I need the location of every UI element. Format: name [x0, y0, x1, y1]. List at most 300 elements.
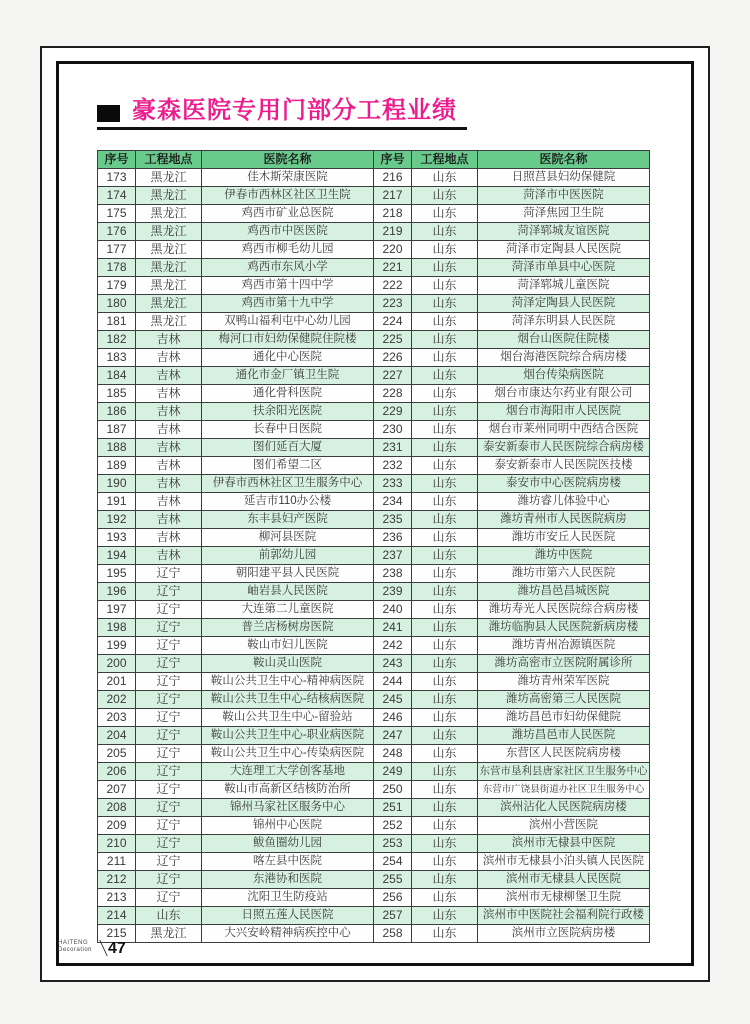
location-cell: 吉林 [136, 493, 202, 511]
hospital-name-cell: 佳木斯荣康医院 [202, 169, 374, 187]
row-number-cell: 202 [98, 691, 136, 709]
row-number-cell: 200 [98, 655, 136, 673]
row-number-cell: 199 [98, 637, 136, 655]
hospital-name-cell: 鞍山市高新区结核防治所 [202, 781, 374, 799]
location-cell: 山东 [412, 439, 478, 457]
table-row [98, 511, 650, 529]
row-number-cell: 237 [374, 547, 412, 565]
row-number-cell: 234 [374, 493, 412, 511]
row-number-cell: 178 [98, 259, 136, 277]
hospital-name-cell: 锦州马家社区服务中心 [202, 799, 374, 817]
location-cell: 山东 [412, 475, 478, 493]
footer-brand [58, 940, 92, 956]
location-cell: 山东 [412, 871, 478, 889]
row-number-cell: 188 [98, 439, 136, 457]
row-number-cell: 232 [374, 457, 412, 475]
table-row [98, 493, 650, 511]
hospital-name-cell: 鞍山公共卫生中心-精神病医院 [202, 673, 374, 691]
location-cell: 山东 [412, 709, 478, 727]
row-number-cell: 247 [374, 727, 412, 745]
location-cell: 辽宁 [136, 889, 202, 907]
table-row [98, 925, 650, 943]
row-number-cell: 238 [374, 565, 412, 583]
row-number-cell: 209 [98, 817, 136, 835]
table-row [98, 331, 650, 349]
hospital-name-cell: 前郭幼儿园 [202, 547, 374, 565]
row-number-cell: 210 [98, 835, 136, 853]
row-number-cell: 216 [374, 169, 412, 187]
table-row [98, 205, 650, 223]
footer-brand-line2: Decoration [58, 947, 93, 953]
hospital-name-cell: 菏泽郓城友谊医院 [478, 223, 650, 241]
location-cell: 吉林 [136, 367, 202, 385]
row-number-cell: 250 [374, 781, 412, 799]
table-row [98, 403, 650, 421]
row-number-cell: 198 [98, 619, 136, 637]
row-number-cell: 201 [98, 673, 136, 691]
location-cell: 辽宁 [136, 619, 202, 637]
location-cell: 吉林 [136, 511, 202, 529]
hospital-name-cell: 通化市金厂镇卫生院 [202, 367, 374, 385]
hospital-name-cell: 泰安新泰市人民医院医技楼 [478, 457, 650, 475]
row-number-cell: 189 [98, 457, 136, 475]
hospital-name-cell: 伊春市西林社区卫生服务中心 [202, 475, 374, 493]
location-cell: 吉林 [136, 547, 202, 565]
hospital-name-cell: 大连第二儿童医院 [202, 601, 374, 619]
row-number-cell: 194 [98, 547, 136, 565]
hospital-name-cell: 梅河口市妇幼保健院住院楼 [202, 331, 374, 349]
hospital-name-cell: 滨州市中医院社会福利院行政楼 [478, 907, 650, 925]
row-number-cell: 186 [98, 403, 136, 421]
table-row [98, 745, 650, 763]
hospital-name-cell: 扶余阳光医院 [202, 403, 374, 421]
table-row [98, 313, 650, 331]
row-number-cell: 224 [374, 313, 412, 331]
row-number-cell: 176 [98, 223, 136, 241]
table-row [98, 601, 650, 619]
hospital-name-cell: 潍坊高密市立医院附属诊所 [478, 655, 650, 673]
location-cell: 辽宁 [136, 709, 202, 727]
location-cell: 辽宁 [136, 817, 202, 835]
hospital-name-cell: 大兴安岭精神病疾控中心 [202, 925, 374, 943]
row-number-cell: 182 [98, 331, 136, 349]
table-row [98, 673, 650, 691]
location-cell: 山东 [412, 547, 478, 565]
row-number-cell: 177 [98, 241, 136, 259]
row-number-cell: 243 [374, 655, 412, 673]
row-number-cell: 233 [374, 475, 412, 493]
table-row [98, 241, 650, 259]
location-cell: 山东 [412, 277, 478, 295]
hospital-name-cell: 东丰县妇产医院 [202, 511, 374, 529]
location-cell: 辽宁 [136, 835, 202, 853]
table-row [98, 259, 650, 277]
hospital-name-cell: 日照莒县妇幼保健院 [478, 169, 650, 187]
location-cell: 吉林 [136, 457, 202, 475]
location-cell: 黑龙江 [136, 925, 202, 943]
location-cell: 辽宁 [136, 799, 202, 817]
table-row [98, 457, 650, 475]
hospital-name-cell: 菏泽市单县中心医院 [478, 259, 650, 277]
row-number-cell: 226 [374, 349, 412, 367]
row-number-cell: 204 [98, 727, 136, 745]
table-row [98, 547, 650, 565]
hospital-name-cell: 菏泽郓城儿童医院 [478, 277, 650, 295]
hospital-name-cell: 滨州小营医院 [478, 817, 650, 835]
row-number-cell: 245 [374, 691, 412, 709]
hospital-name-cell: 菏泽焦园卫生院 [478, 205, 650, 223]
header-cell-number: 序号 [98, 151, 136, 169]
hospital-name-cell: 烟台市莱州同明中西结合医院 [478, 421, 650, 439]
table-body [98, 169, 650, 943]
footer-logo [58, 940, 126, 956]
location-cell: 吉林 [136, 349, 202, 367]
row-number-cell: 241 [374, 619, 412, 637]
hospital-name-cell: 喀左县中医院 [202, 853, 374, 871]
hospital-name-cell: 滨州市无棣县小泊头镇人民医院 [478, 853, 650, 871]
table-row [98, 889, 650, 907]
hospital-name-cell: 菏泽市中医医院 [478, 187, 650, 205]
hospital-name-cell: 通化中心医院 [202, 349, 374, 367]
hospital-name-cell: 潍坊中医院 [478, 547, 650, 565]
location-cell: 山东 [412, 529, 478, 547]
row-number-cell: 197 [98, 601, 136, 619]
row-number-cell: 173 [98, 169, 136, 187]
table-row [98, 475, 650, 493]
location-cell: 山东 [412, 493, 478, 511]
hospital-name-cell: 大连理工大学创客基地 [202, 763, 374, 781]
row-number-cell: 235 [374, 511, 412, 529]
table-row [98, 781, 650, 799]
hospital-name-cell: 伊春市西林区社区卫生院 [202, 187, 374, 205]
location-cell: 山东 [412, 367, 478, 385]
hospital-name-cell: 鸡西市矿业总医院 [202, 205, 374, 223]
hospital-name-cell: 鸡西市第十四中学 [202, 277, 374, 295]
hospital-name-cell: 滨州市无棣柳堡卫生院 [478, 889, 650, 907]
hospital-name-cell: 鞍山公共卫生中心-传染病医院 [202, 745, 374, 763]
location-cell: 黑龙江 [136, 241, 202, 259]
table-row [98, 619, 650, 637]
row-number-cell: 207 [98, 781, 136, 799]
location-cell: 山东 [412, 925, 478, 943]
hospital-name-cell: 锦州中心医院 [202, 817, 374, 835]
hospital-name-cell: 菏泽市定陶县人民医院 [478, 241, 650, 259]
location-cell: 山东 [412, 223, 478, 241]
table-row [98, 169, 650, 187]
table-row [98, 385, 650, 403]
location-cell: 吉林 [136, 331, 202, 349]
row-number-cell: 240 [374, 601, 412, 619]
square-bullet-icon [97, 105, 120, 122]
location-cell: 辽宁 [136, 745, 202, 763]
hospital-name-cell: 潍坊青州冶源镇医院 [478, 637, 650, 655]
table-row [98, 349, 650, 367]
location-cell: 山东 [412, 835, 478, 853]
row-number-cell: 184 [98, 367, 136, 385]
hospital-name-cell: 潍坊高密第三人民医院 [478, 691, 650, 709]
hospital-name-cell: 图们希望二区 [202, 457, 374, 475]
table-row [98, 817, 650, 835]
location-cell: 吉林 [136, 439, 202, 457]
header-cell-hospital: 医院名称 [478, 151, 650, 169]
title-block [97, 98, 467, 130]
location-cell: 吉林 [136, 475, 202, 493]
table-row [98, 799, 650, 817]
location-cell: 山东 [412, 601, 478, 619]
row-number-cell: 185 [98, 385, 136, 403]
location-cell: 辽宁 [136, 601, 202, 619]
location-cell: 辽宁 [136, 655, 202, 673]
row-number-cell: 252 [374, 817, 412, 835]
location-cell: 吉林 [136, 385, 202, 403]
location-cell: 吉林 [136, 529, 202, 547]
row-number-cell: 203 [98, 709, 136, 727]
hospital-name-cell: 东营市垦利县唐家社区卫生服务中心 [478, 763, 650, 781]
hospital-name-cell: 潍坊青州市人民医院病房 [478, 511, 650, 529]
row-number-cell: 221 [374, 259, 412, 277]
location-cell: 辽宁 [136, 637, 202, 655]
hospital-name-cell: 烟台市康达尔药业有限公司 [478, 385, 650, 403]
row-number-cell: 242 [374, 637, 412, 655]
row-number-cell: 227 [374, 367, 412, 385]
location-cell: 山东 [412, 853, 478, 871]
location-cell: 山东 [412, 673, 478, 691]
location-cell: 辽宁 [136, 763, 202, 781]
location-cell: 山东 [136, 907, 202, 925]
table-row [98, 691, 650, 709]
hospital-name-cell: 东营市广饶县街道办社区卫生服务中心 [478, 781, 650, 799]
location-cell: 山东 [412, 313, 478, 331]
location-cell: 黑龙江 [136, 205, 202, 223]
row-number-cell: 214 [98, 907, 136, 925]
table-row [98, 295, 650, 313]
hospital-name-cell: 烟台海港医院综合病房楼 [478, 349, 650, 367]
hospital-name-cell: 菏泽东明县人民医院 [478, 313, 650, 331]
row-number-cell: 179 [98, 277, 136, 295]
row-number-cell: 246 [374, 709, 412, 727]
hospital-name-cell: 烟台市海阳市人民医院 [478, 403, 650, 421]
location-cell: 山东 [412, 799, 478, 817]
row-number-cell: 231 [374, 439, 412, 457]
hospital-name-cell: 潍坊昌邑昌城医院 [478, 583, 650, 601]
location-cell: 山东 [412, 817, 478, 835]
hospital-name-cell: 东营区人民医院病房楼 [478, 745, 650, 763]
row-number-cell: 258 [374, 925, 412, 943]
row-number-cell: 205 [98, 745, 136, 763]
hospital-name-cell: 鸡西市柳毛幼儿园 [202, 241, 374, 259]
location-cell: 山东 [412, 295, 478, 313]
row-number-cell: 239 [374, 583, 412, 601]
location-cell: 山东 [412, 241, 478, 259]
row-number-cell: 255 [374, 871, 412, 889]
location-cell: 辽宁 [136, 673, 202, 691]
hospital-name-cell: 潍坊昌邑市人民医院 [478, 727, 650, 745]
row-number-cell: 215 [98, 925, 136, 943]
table-row [98, 187, 650, 205]
location-cell: 黑龙江 [136, 259, 202, 277]
location-cell: 辽宁 [136, 853, 202, 871]
hospital-name-cell: 鞍山灵山医院 [202, 655, 374, 673]
page-title: 豪森医院专用门部分工程业绩 [132, 97, 457, 124]
location-cell: 山东 [412, 187, 478, 205]
location-cell: 黑龙江 [136, 277, 202, 295]
hospital-name-cell: 图们延百大厦 [202, 439, 374, 457]
table-row [98, 421, 650, 439]
table-row [98, 655, 650, 673]
hospital-name-cell: 泰安市中心医院病房楼 [478, 475, 650, 493]
location-cell: 山东 [412, 331, 478, 349]
location-cell: 山东 [412, 889, 478, 907]
footer-brand-line1: HAITENG [58, 940, 89, 946]
hospital-name-cell: 泰安新泰市人民医院综合病房楼 [478, 439, 650, 457]
location-cell: 黑龙江 [136, 187, 202, 205]
hospital-name-cell: 烟台传染病医院 [478, 367, 650, 385]
row-number-cell: 253 [374, 835, 412, 853]
location-cell: 山东 [412, 565, 478, 583]
location-cell: 山东 [412, 169, 478, 187]
row-number-cell: 225 [374, 331, 412, 349]
hospital-name-cell: 东港协和医院 [202, 871, 374, 889]
row-number-cell: 220 [374, 241, 412, 259]
location-cell: 黑龙江 [136, 223, 202, 241]
row-number-cell: 192 [98, 511, 136, 529]
location-cell: 辽宁 [136, 727, 202, 745]
location-cell: 山东 [412, 655, 478, 673]
location-cell: 山东 [412, 691, 478, 709]
hospital-name-cell: 长春中日医院 [202, 421, 374, 439]
location-cell: 山东 [412, 781, 478, 799]
table-row [98, 223, 650, 241]
location-cell: 山东 [412, 619, 478, 637]
hospital-name-cell: 潍坊市安丘人民医院 [478, 529, 650, 547]
hospital-name-cell: 潍坊睿儿体验中心 [478, 493, 650, 511]
location-cell: 山东 [412, 907, 478, 925]
row-number-cell: 180 [98, 295, 136, 313]
location-cell: 辽宁 [136, 583, 202, 601]
location-cell: 辽宁 [136, 565, 202, 583]
hospital-name-cell: 日照五莲人民医院 [202, 907, 374, 925]
location-cell: 山东 [412, 349, 478, 367]
header-cell-hospital: 医院名称 [202, 151, 374, 169]
location-cell: 山东 [412, 583, 478, 601]
table-row [98, 853, 650, 871]
hospital-name-cell: 潍坊寿光人民医院综合病房楼 [478, 601, 650, 619]
table-header-row [98, 151, 650, 169]
hospital-name-cell: 鞍山公共卫生中心-职业病医院 [202, 727, 374, 745]
location-cell: 吉林 [136, 421, 202, 439]
table-row [98, 835, 650, 853]
table-row [98, 907, 650, 925]
hospital-name-cell: 滨州沾化人民医院病房楼 [478, 799, 650, 817]
location-cell: 黑龙江 [136, 295, 202, 313]
table-row [98, 439, 650, 457]
row-number-cell: 190 [98, 475, 136, 493]
row-number-cell: 228 [374, 385, 412, 403]
location-cell: 辽宁 [136, 781, 202, 799]
location-cell: 山东 [412, 385, 478, 403]
table-row [98, 763, 650, 781]
table-row [98, 583, 650, 601]
hospital-name-cell: 鲅鱼圈幼儿园 [202, 835, 374, 853]
hospital-name-cell: 潍坊市第六人民医院 [478, 565, 650, 583]
row-number-cell: 222 [374, 277, 412, 295]
hospital-name-cell: 普兰店杨树房医院 [202, 619, 374, 637]
row-number-cell: 218 [374, 205, 412, 223]
header-cell-location: 工程地点 [412, 151, 478, 169]
location-cell: 山东 [412, 763, 478, 781]
hospital-name-cell: 滨州市无棣县人民医院 [478, 871, 650, 889]
hospital-name-cell: 潍坊临朐县人民医院新病房楼 [478, 619, 650, 637]
row-number-cell: 208 [98, 799, 136, 817]
hospital-name-cell: 朝阳建平县人民医院 [202, 565, 374, 583]
hospital-name-cell: 沈阳卫生防疫站 [202, 889, 374, 907]
row-number-cell: 230 [374, 421, 412, 439]
table-row [98, 277, 650, 295]
location-cell: 黑龙江 [136, 313, 202, 331]
hospital-name-cell: 岫岩县人民医院 [202, 583, 374, 601]
location-cell: 山东 [412, 745, 478, 763]
location-cell: 山东 [412, 403, 478, 421]
row-number-cell: 236 [374, 529, 412, 547]
row-number-cell: 196 [98, 583, 136, 601]
location-cell: 山东 [412, 259, 478, 277]
row-number-cell: 187 [98, 421, 136, 439]
hospital-name-cell: 滨州市无棣县中医院 [478, 835, 650, 853]
location-cell: 山东 [412, 421, 478, 439]
hospital-name-cell: 潍坊昌邑市妇幼保健院 [478, 709, 650, 727]
location-cell: 山东 [412, 727, 478, 745]
row-number-cell: 181 [98, 313, 136, 331]
row-number-cell: 257 [374, 907, 412, 925]
row-number-cell: 212 [98, 871, 136, 889]
row-number-cell: 256 [374, 889, 412, 907]
row-number-cell: 249 [374, 763, 412, 781]
table-row [98, 709, 650, 727]
hospital-name-cell: 通化骨科医院 [202, 385, 374, 403]
hospital-name-cell: 滨州市立医院病房楼 [478, 925, 650, 943]
hospital-name-cell: 潍坊青州荣军医院 [478, 673, 650, 691]
location-cell: 吉林 [136, 403, 202, 421]
hospital-name-cell: 双鸭山福利屯中心幼儿园 [202, 313, 374, 331]
hospital-name-cell: 鸡西市第十九中学 [202, 295, 374, 313]
row-number-cell: 193 [98, 529, 136, 547]
row-number-cell: 213 [98, 889, 136, 907]
row-number-cell: 219 [374, 223, 412, 241]
row-number-cell: 183 [98, 349, 136, 367]
location-cell: 山东 [412, 511, 478, 529]
hospital-name-cell: 鞍山公共卫生中心-结核病医院 [202, 691, 374, 709]
row-number-cell: 248 [374, 745, 412, 763]
row-number-cell: 206 [98, 763, 136, 781]
hospital-name-cell: 鸡西市东风小学 [202, 259, 374, 277]
location-cell: 山东 [412, 457, 478, 475]
hospital-name-cell: 鞍山市妇儿医院 [202, 637, 374, 655]
location-cell: 山东 [412, 637, 478, 655]
table-row [98, 871, 650, 889]
row-number-cell: 195 [98, 565, 136, 583]
slash-divider-icon [90, 940, 107, 956]
location-cell: 辽宁 [136, 871, 202, 889]
location-cell: 山东 [412, 205, 478, 223]
row-number-cell: 254 [374, 853, 412, 871]
hospital-name-cell: 菏泽定陶县人民医院 [478, 295, 650, 313]
row-number-cell: 251 [374, 799, 412, 817]
row-number-cell: 211 [98, 853, 136, 871]
row-number-cell: 244 [374, 673, 412, 691]
table-row [98, 727, 650, 745]
row-number-cell: 191 [98, 493, 136, 511]
location-cell: 辽宁 [136, 691, 202, 709]
